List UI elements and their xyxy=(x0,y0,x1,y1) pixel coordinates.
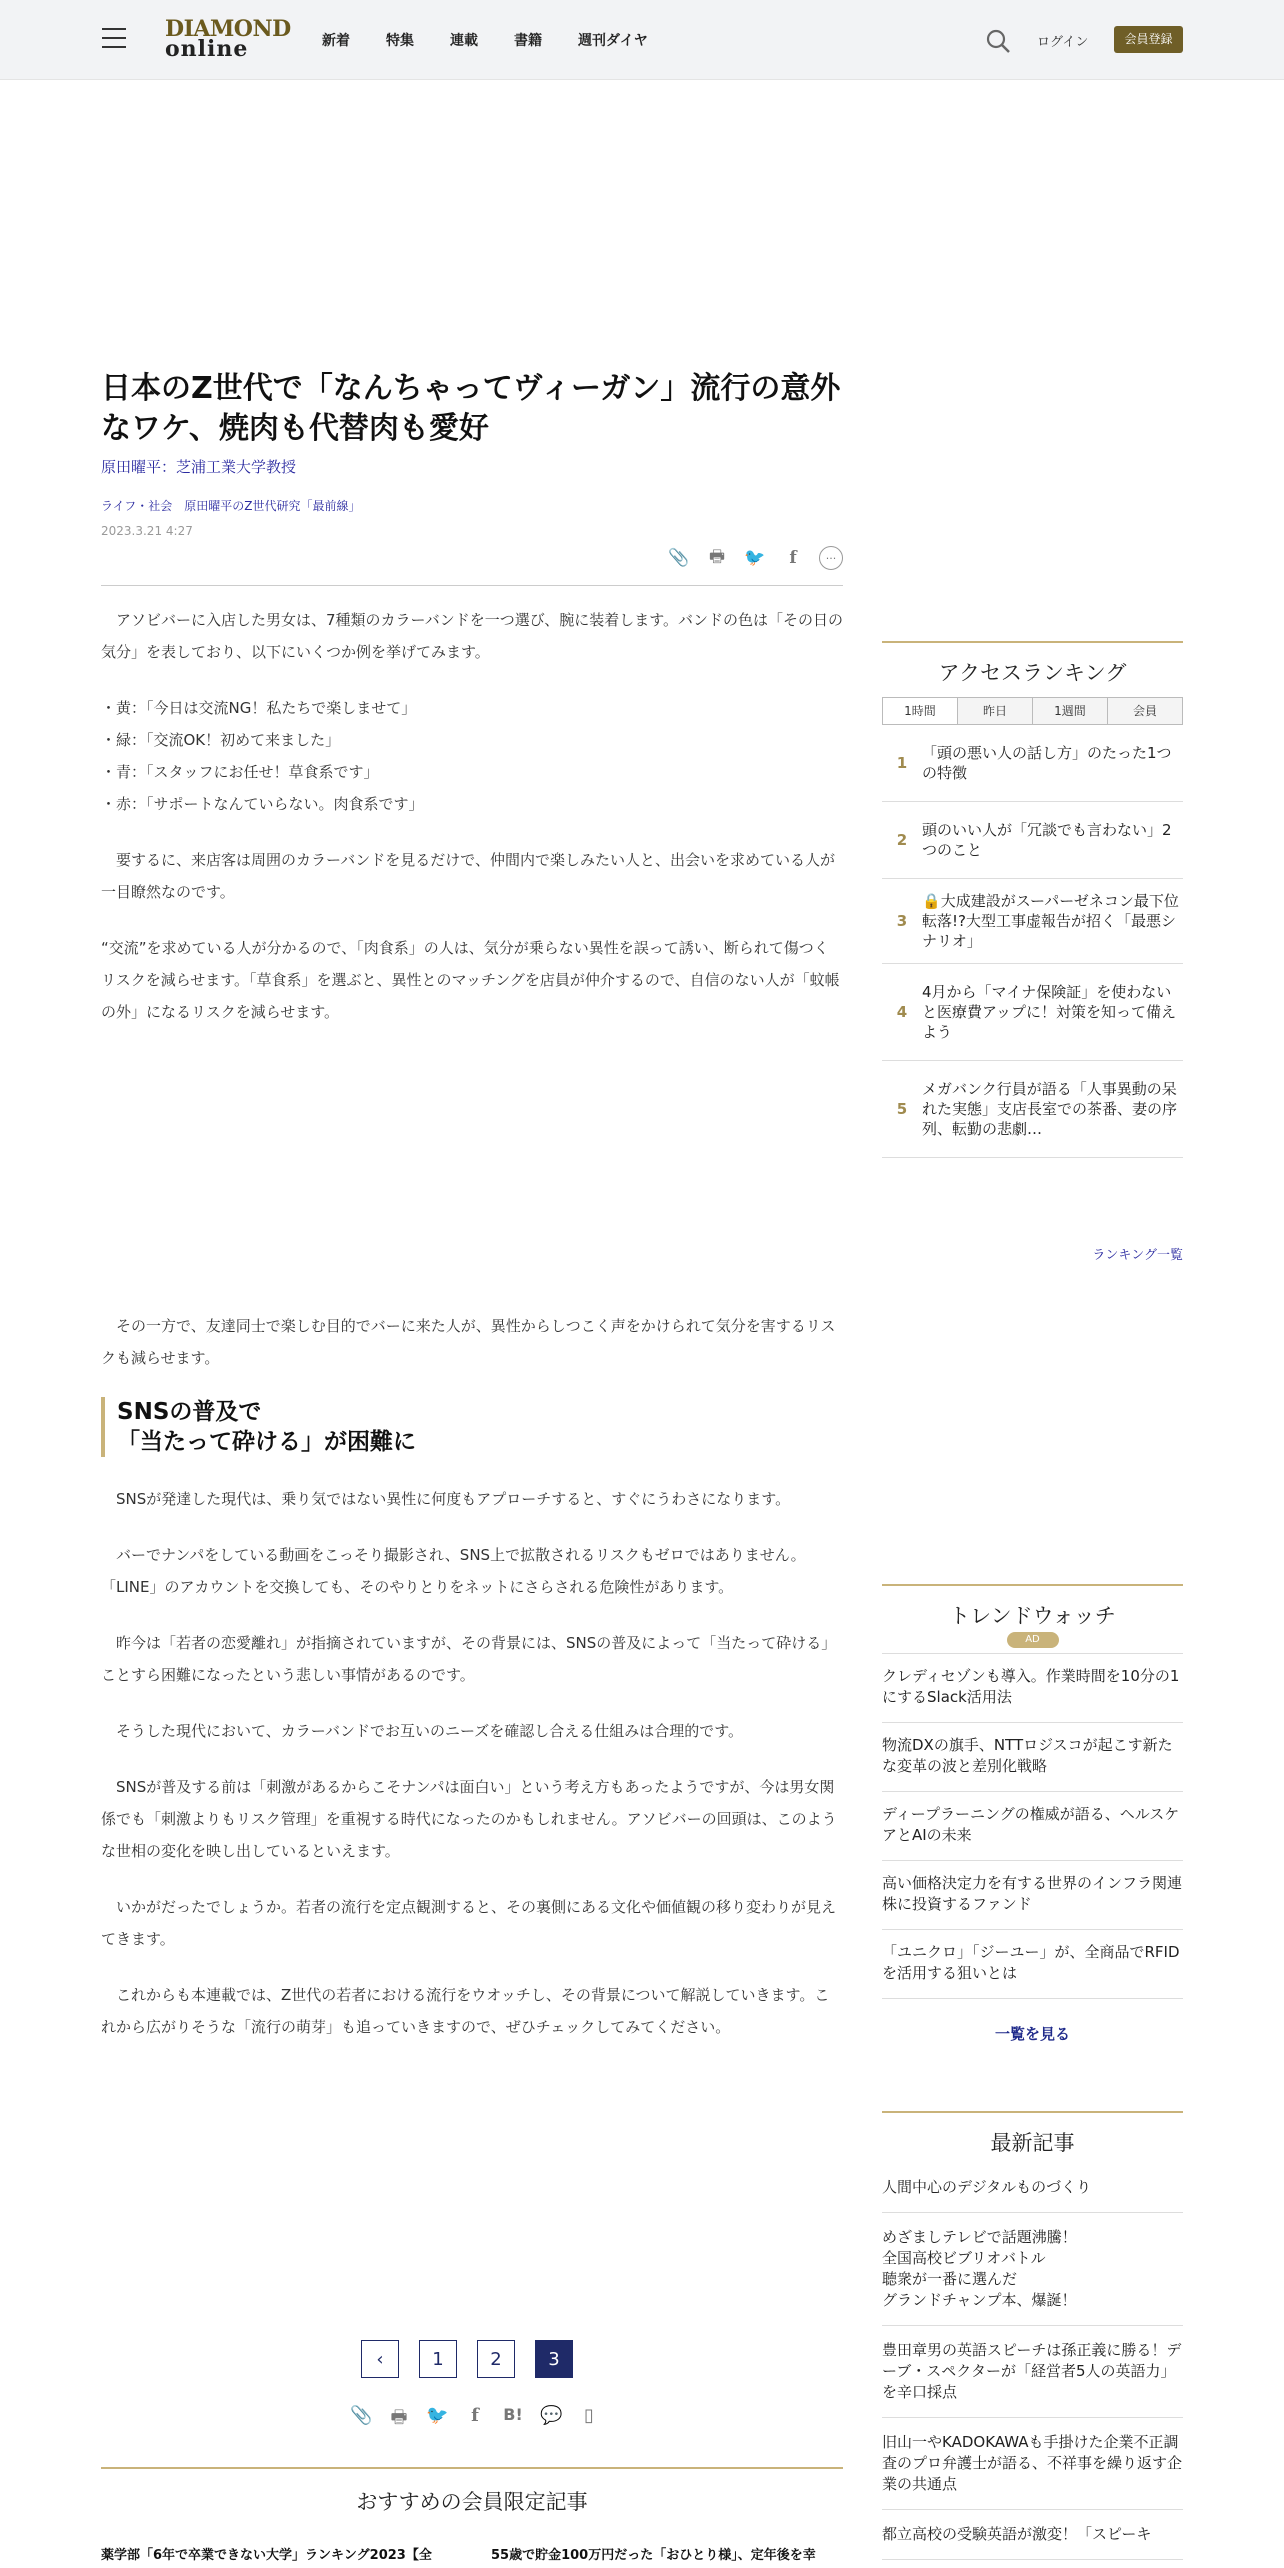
clip-icon[interactable]: 📎 xyxy=(668,548,690,568)
tab-1week[interactable]: 1週間 xyxy=(1033,698,1108,724)
ranking-tabs xyxy=(882,697,1183,725)
nav-weekly[interactable]: 週刊ダイヤ xyxy=(578,33,648,49)
rank-title: 「頭の悪い人の話し方」のたった1つの特徴 xyxy=(922,744,1172,782)
heading-line: SNSの普及で xyxy=(117,1399,262,1425)
rank-number: 2 xyxy=(896,831,908,849)
article-date: 2023.3.21 4:27 xyxy=(101,524,193,538)
line-icon[interactable]: 💬 xyxy=(540,2405,563,2426)
paragraph: 昨今は「若者の恋愛離れ」が指摘されていますが、その背景には、SNSの普及によって「当たって砕ける」ことすら困難になったという悲しい事情があるのです。 xyxy=(101,1634,837,1684)
ranking-item[interactable] xyxy=(882,802,1183,879)
ranking-more-link[interactable]: ランキング一覧 xyxy=(1092,1248,1183,1263)
ranking-title: アクセスランキング xyxy=(938,661,1127,685)
rank-number: 5 xyxy=(896,1100,908,1118)
list-item: ・青：「スタッフにお任せ！草食系です」 xyxy=(101,763,379,781)
share-bar xyxy=(667,546,843,570)
main-nav xyxy=(322,30,684,50)
twitter-icon[interactable]: 🐦 xyxy=(744,548,766,568)
divider xyxy=(101,585,843,586)
logo-text-top: DIAMOND xyxy=(165,16,291,42)
nav-books[interactable]: 書籍 xyxy=(514,33,542,49)
search-icon[interactable] xyxy=(984,27,1012,55)
register-button[interactable]: 会員登録 xyxy=(1114,26,1183,53)
ranking-item[interactable] xyxy=(882,1061,1183,1158)
twitter-icon[interactable]: 🐦 xyxy=(426,2405,449,2426)
logo-text-bottom: online xyxy=(165,36,249,62)
nav-features[interactable]: 特集 xyxy=(386,33,414,49)
print-icon[interactable]: 🖶 xyxy=(390,2407,408,2428)
page-3[interactable]: 3 xyxy=(535,2340,573,2378)
latest-item[interactable]: 都立高校の受験英語が激変！「スピーキ xyxy=(882,2510,1183,2560)
latest-item[interactable]: 豊田章男の英語スピーチは孫正義に勝る！デーブ・スペクターが「経営者5人の英語力」を辛口採点 xyxy=(882,2326,1183,2418)
ranking-item[interactable] xyxy=(882,725,1183,802)
trend-item[interactable]: クレディセゾンも導入。作業時間を10分の1にするSlack活用法 xyxy=(882,1654,1183,1723)
page-1[interactable]: 1 xyxy=(419,2340,457,2378)
rank-number: 1 xyxy=(896,754,908,772)
article-author[interactable]: 原田曜平：芝浦工業大学教授 xyxy=(101,458,297,476)
clip-icon[interactable]: 📎 xyxy=(350,2405,373,2426)
more-icon[interactable]: ··· xyxy=(819,546,843,570)
rank-number: 3 xyxy=(896,912,908,930)
paragraph: “交流”を求めている人が分かるので、「肉食系」の人は、気分が乗らない異性を誤って誘い、断られて傷つくリスクを減らせます。「草食系」を選ぶと、異性とのマッチングを店員が仲介するので、自信のない人が「蚊帳の外」になるリスクを減らせます。 xyxy=(101,939,840,1021)
login-link[interactable]: ログイン xyxy=(1037,35,1089,50)
latest-item[interactable]: 人間中心のデジタルものづくり xyxy=(882,2163,1183,2213)
article-category[interactable]: ライフ・社会 原田曜平のZ世代研究「最前線」 xyxy=(101,499,361,513)
tab-yesterday[interactable]: 昨日 xyxy=(958,698,1033,724)
print-icon[interactable]: 🖶 xyxy=(708,546,726,567)
paragraph: いかがだったでしょうか。若者の流行を定点観測すると、その裏側にある文化や価値観の移り変わりが見えてきます。 xyxy=(101,1898,837,1948)
section-heading xyxy=(101,1397,843,1457)
paragraph: 要するに、来店客は周囲のカラーバンドを見るだけで、仲間内で楽しみたい人と、出会いを求めている人が一目瞭然なのです。 xyxy=(101,851,835,901)
site-logo[interactable] xyxy=(165,18,291,60)
trend-item[interactable]: 「ユニクロ」「ジーユー」が、全商品でRFIDを活用する狙いとは xyxy=(882,1930,1183,1999)
paragraph: SNSが発達した現代は、乗り気ではない異性に何度もアプローチすると、すぐにうわさになります。 xyxy=(116,1490,791,1508)
recommend-item[interactable]: 55歳で貯金100万円だった「おひとり様」、定年後を幸 xyxy=(491,2548,816,2563)
trend-more-link[interactable]: 一覧を見る xyxy=(994,2025,1070,2043)
paragraph: これからも本連載では、Z世代の若者における流行をウオッチし、その背景について解説していきます。これから広がりそうな「流行の萌芽」も追っていきますので、ぜひチェックしてみてください。 xyxy=(101,1986,830,2036)
paragraph: バーでナンパをしている動画をこっそり撮影され、SNS上で拡散されるリスクもゼロではありません。「LINE」のアカウントを交換しても、そのやりとりをネットにさらされる危険性があります。 xyxy=(101,1546,806,1596)
trend-title: トレンドウォッチ xyxy=(949,1604,1116,1628)
rank-number: 4 xyxy=(896,1003,908,1021)
ranking-box xyxy=(882,641,1183,1263)
share-bar-bottom xyxy=(350,2405,600,2435)
paragraph: アソビバーに入店した男女は、7種類のカラーバンドを一つ選び、腕に装着します。バンドの色は「その日の気分」を表しており、以下にいくつか例を挙げてみます。 xyxy=(101,611,843,661)
page-2[interactable]: 2 xyxy=(477,2340,515,2378)
site-header xyxy=(0,0,1284,80)
bookmark-icon[interactable]: ▯ xyxy=(584,2405,594,2426)
trend-item[interactable]: 高い価格決定力を有する世界のインフラ関連株に投資するファンド xyxy=(882,1861,1183,1930)
list-item: ・黄：「今日は交流NG！私たちで楽しませて」 xyxy=(101,699,417,717)
trend-box xyxy=(882,1584,1183,2044)
latest-item[interactable]: めざましテレビで話題沸騰！ 全国高校ビブリオバトル 聴衆が一番に選んだ グランドチャンプ本、爆誕！ xyxy=(882,2213,1183,2326)
tab-1hour[interactable]: 1時間 xyxy=(883,698,958,724)
rank-title-text: 大成建設がスーパーゼネコン最下位転落!?大型工事虚報告が招く「最悪シナリオ」 xyxy=(922,892,1179,950)
latest-title: 最新記事 xyxy=(990,2131,1075,2155)
heading-line: 「当たって砕ける」が困難に xyxy=(117,1429,416,1455)
latest-item[interactable]: 旧山一やKADOKAWAも手掛けた企業不正調査のプロ弁護士が語る、不祥事を繰り返す企業の共通点 xyxy=(882,2418,1183,2510)
ranking-item[interactable] xyxy=(882,964,1183,1061)
menu-icon[interactable] xyxy=(102,28,126,48)
divider xyxy=(101,2467,843,2469)
pagination xyxy=(361,2340,573,2378)
hatena-icon[interactable]: B! xyxy=(503,2405,523,2424)
nav-series[interactable]: 連載 xyxy=(450,33,478,49)
prev-page-icon[interactable]: ‹ xyxy=(361,2340,399,2378)
facebook-icon[interactable]: f xyxy=(471,2405,479,2426)
paragraph: その一方で、友達同士で楽しむ目的でバーに来た人が、異性からしつこく声をかけられて気分を害するリスクも減らせます。 xyxy=(101,1317,836,1367)
trend-item[interactable]: 物流DXの旗手、NTTロジスコが起こす新たな変革の波と差別化戦略 xyxy=(882,1723,1183,1792)
latest-box xyxy=(882,2111,1183,2560)
recommend-item[interactable]: 薬学部「6年で卒業できない大学」ランキング2023【全 xyxy=(101,2548,432,2563)
lock-icon: 🔒 xyxy=(922,892,941,910)
recommend-title: おすすめの会員限定記事 xyxy=(356,2490,588,2514)
ranking-item[interactable] xyxy=(882,879,1183,964)
nav-new[interactable]: 新着 xyxy=(322,33,350,49)
rank-title: メガバンク行員が語る「人事異動の呆れた実態」支店長室での茶番、妻の序列、転勤の悲劇… xyxy=(922,1080,1178,1138)
rank-title xyxy=(922,891,1183,951)
list-item: ・赤：「サポートなんていらない。肉食系です」 xyxy=(101,795,424,813)
paragraph: SNSが普及する前は「刺激があるからこそナンパは面白い」という考え方もあったようですが、今は男女関係でも「刺激よりもリスク管理」を重視する時代になったのかもしれません。アソビバーの回頭は、このような世相の変化を映し出しているといえます。 xyxy=(101,1778,837,1860)
rank-title: 頭のいい人が「冗談でも言わない」2つのこと xyxy=(922,821,1172,859)
rank-title: 4月から「マイナ保険証」を使わないと医療費アップに！対策を知って備えよう xyxy=(922,983,1176,1041)
ad-badge: AD xyxy=(1007,1632,1059,1648)
trend-item[interactable]: ディープラーニングの権威が語る、ヘルスケアとAIの未来 xyxy=(882,1792,1183,1861)
list-item: ・緑：「交流OK！初めて来ました」 xyxy=(101,731,341,749)
paragraph: そうした現代において、カラーバンドでお互いのニーズを確認し合える仕組みは合理的です。 xyxy=(116,1722,744,1740)
tab-member[interactable]: 会員 xyxy=(1108,698,1182,724)
article-title: 日本のZ世代で「なんちゃってヴィーガン」流行の意外なワケ、焼肉も代替肉も愛好 xyxy=(101,371,841,446)
facebook-icon[interactable]: f xyxy=(789,548,797,568)
